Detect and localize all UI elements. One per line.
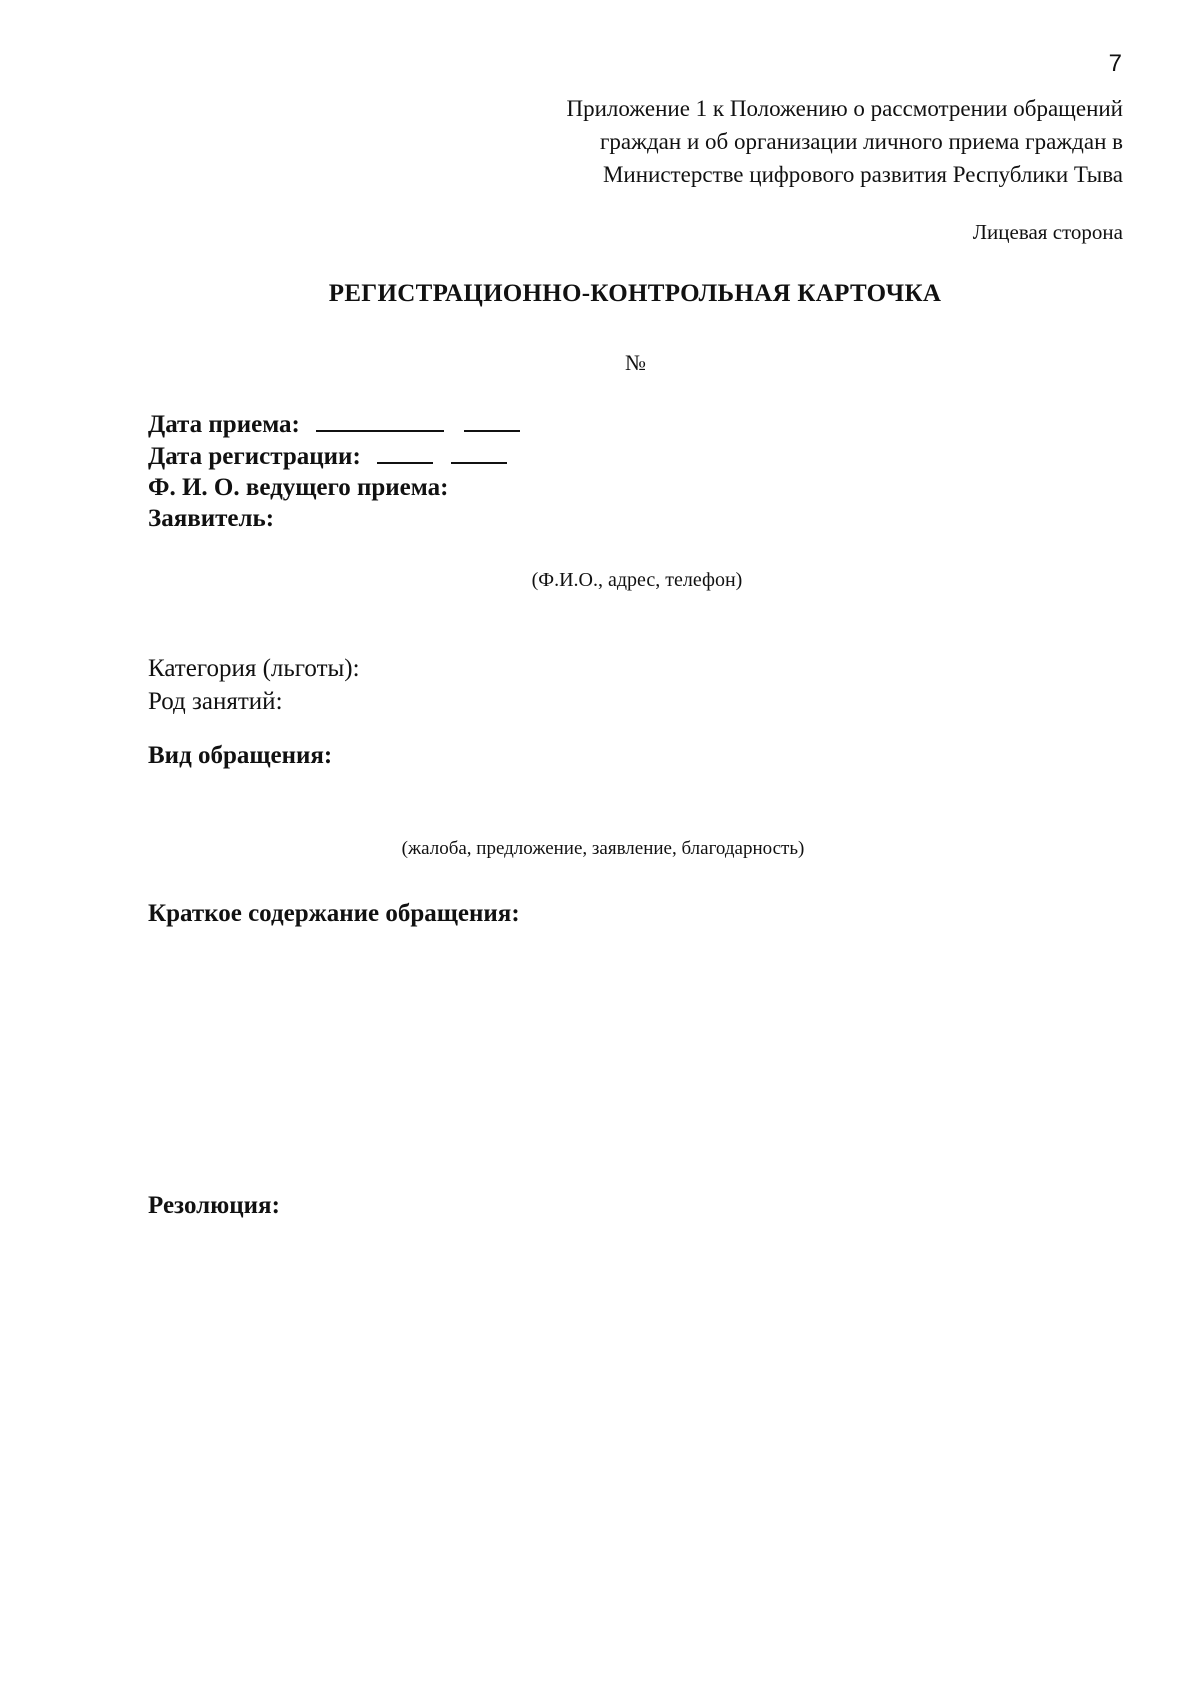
occupation-label: Род занятий: bbox=[148, 688, 283, 715]
reception-date-label: Дата приема: bbox=[148, 411, 300, 438]
applicant-details bbox=[148, 652, 360, 718]
page-number: 7 bbox=[1108, 50, 1122, 77]
reception-date-row bbox=[148, 408, 520, 440]
card-number-sign: № bbox=[625, 350, 646, 375]
applicant-row bbox=[148, 503, 520, 534]
side-label: Лицевая сторона bbox=[972, 220, 1123, 244]
document-title: РЕГИСТРАЦИОННО-КОНТРОЛЬНАЯ КАРТОЧКА bbox=[328, 280, 942, 307]
applicant-caption: (Ф.И.О., адрес, телефон) bbox=[531, 569, 743, 591]
registration-date-blank-2[interactable] bbox=[451, 440, 507, 464]
appendix-line: Министерстве цифрового развития Республики Тыва bbox=[602, 162, 1123, 187]
reception-date-blank-2[interactable] bbox=[464, 408, 520, 432]
category-label: Категория (льготы): bbox=[148, 655, 360, 682]
appeal-type-heading: Вид обращения: bbox=[148, 742, 333, 769]
resolution-heading: Резолюция: bbox=[148, 1192, 280, 1219]
appendix-header bbox=[503, 92, 1123, 191]
appeal-type-caption: (жалоба, предложение, заявление, благодарность) bbox=[401, 838, 805, 859]
card-fields bbox=[148, 408, 520, 534]
host-name-label: Ф. И. О. ведущего приема: bbox=[148, 474, 449, 501]
summary-heading: Краткое содержание обращения: bbox=[148, 900, 520, 927]
registration-date-label: Дата регистрации: bbox=[148, 443, 361, 470]
registration-date-blank[interactable] bbox=[377, 440, 433, 464]
applicant-label: Заявитель: bbox=[148, 505, 275, 532]
appendix-line: граждан и об организации личного приема граждан в bbox=[599, 129, 1123, 154]
appendix-line: Приложение 1 к Положению о рассмотрении обращений bbox=[566, 96, 1123, 121]
reception-date-blank[interactable] bbox=[316, 408, 444, 432]
registration-date-row bbox=[148, 440, 520, 472]
host-name-row bbox=[148, 472, 520, 503]
